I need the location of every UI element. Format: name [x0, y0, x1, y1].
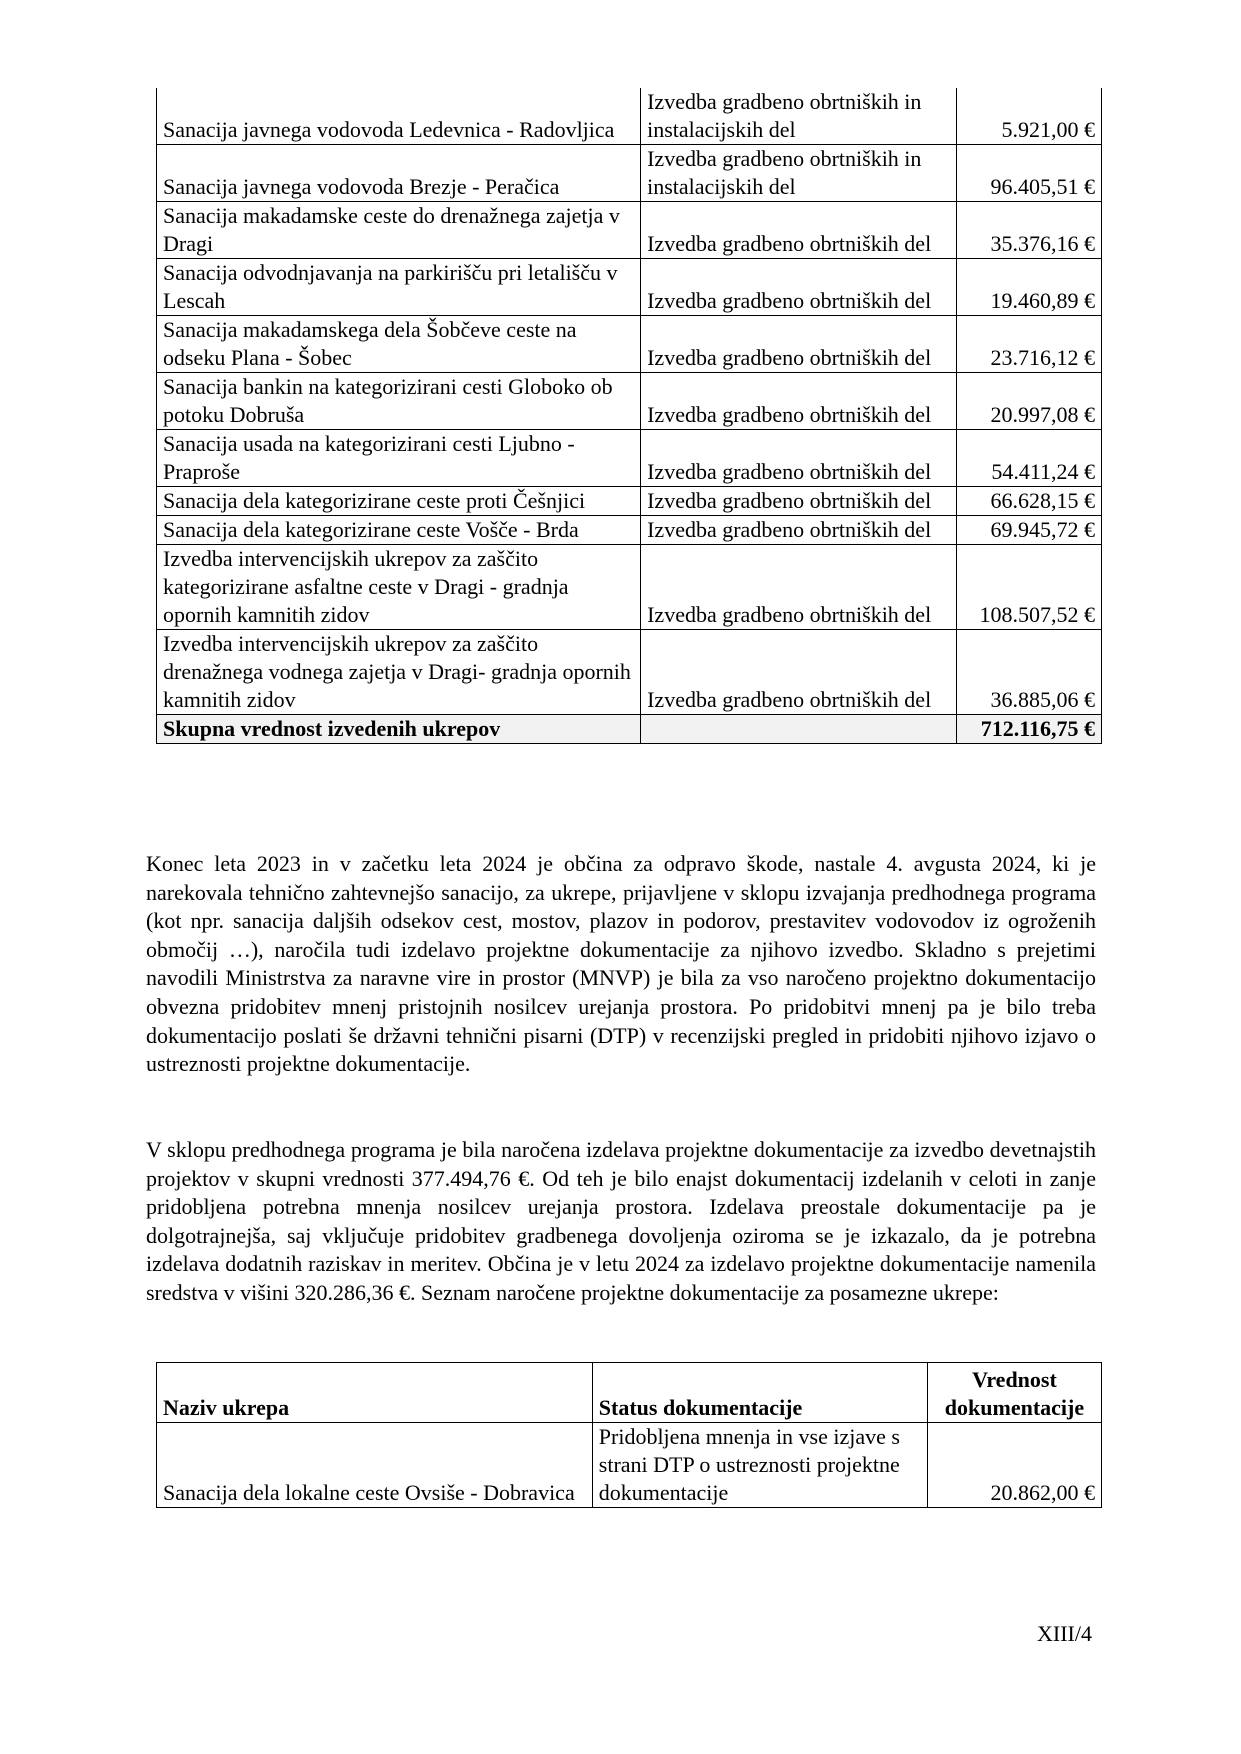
table-row [157, 202, 1102, 259]
work-type: Izvedba gradbeno obrtniških in instalacijskih del [641, 145, 957, 202]
documentation-table [156, 1362, 1102, 1508]
measure-name: Sanacija dela lokalne ceste Ovsiše - Dobravica [157, 1423, 593, 1508]
work-type: Izvedba gradbeno obrtniških del [641, 202, 957, 259]
total-value: 712.116,75 € [957, 715, 1102, 744]
measure-name: Sanacija dela kategorizirane ceste proti Češnjici [157, 487, 641, 516]
table-row [157, 145, 1102, 202]
documentation-value: 20.862,00 € [927, 1423, 1101, 1508]
work-type: Izvedba gradbeno obrtniških del [641, 516, 957, 545]
work-type: Izvedba gradbeno obrtniških del [641, 630, 957, 715]
measure-name: Sanacija javnega vodovoda Brezje - Peračica [157, 145, 641, 202]
work-type: Izvedba gradbeno obrtniških del [641, 316, 957, 373]
measure-value: 35.376,16 € [957, 202, 1102, 259]
table-row [157, 545, 1102, 630]
measures-table [156, 88, 1102, 744]
measure-name: Sanacija dela kategorizirane ceste Voščе - Brda [157, 516, 641, 545]
table-row [157, 516, 1102, 545]
measure-name: Sanacija makadamskega dela Šobčeve ceste na odseku Plana - Šobec [157, 316, 641, 373]
measure-name: Sanacija odvodnjavanja na parkirišču pri letališču v Lescah [157, 259, 641, 316]
measure-name: Sanacija javnega vodovoda Ledevnica - Radovljica [157, 88, 641, 145]
work-type: Izvedba gradbeno obrtniških del [641, 487, 957, 516]
measure-value: 5.921,00 € [957, 88, 1102, 145]
work-type: Izvedba gradbeno obrtniških del [641, 430, 957, 487]
measure-value: 96.405,51 € [957, 145, 1102, 202]
paragraph-documentation-intro: Konec leta 2023 in v začetku leta 2024 je občina za odpravo škode, nastale 4. avgusta 2024, ki je narekovala tehnično zahtevnejšo sanacijo, za ukrepe, prijavljene v sklopu izvajanja predhodnega programa (kot npr. sanacija daljših odsekov cest, mostov, plazov in podorov, prestavitev vodovodov iz ogroženih območij …), naročila tudi izdelavo projektne dokumentacije za njihovo izvedbo. Skladno s prejetimi navodili Ministrstva za naravne vire in prostor (MNVP) je bila za vso naročeno projektno dokumentacijo obvezna pridobitev mnenj pristojnih nosilcev urejanja prostora. Po pridobitvi mnenj pa je bilo treba dokumentacijo poslati še državni tehnični pisarni (DTP) v recenzijski pregled in pridobiti njihovo izjavo o ustreznosti projektne dokumentacije. [146, 851, 1096, 1077]
measure-value: 20.997,08 € [957, 373, 1102, 430]
measure-value: 108.507,52 € [957, 545, 1102, 630]
measure-value: 36.885,06 € [957, 630, 1102, 715]
work-type: Izvedba gradbeno obrtniških del [641, 259, 957, 316]
measure-name: Sanacija makadamske ceste do drenažnega zajetja v Dragi [157, 202, 641, 259]
measure-name: Izvedba intervencijskih ukrepov za zaščito drenažnega vodnega zajetja v Dragi- gradnja opornih kamnitih zidov [157, 630, 641, 715]
paragraph-documentation-summary: V sklopu predhodnega programa je bila naročena izdelava projektne dokumentacije za izvedbo devetnajstih projektov v skupni vrednosti 377.494,76 €. Od teh je bilo enajst dokumentacij izdelanih v celoti in zanje pridobljena potrebna mnenja nosilcev urejanja prostora. Izdelava preostale dokumentacije pa je dolgotrajnejša, saj vključuje pridobitev gradbenega dovoljenja oziroma se je izkazalo, da je potrebna izdelava dodatnih raziskav in meritev. Občina je v letu 2024 za izdelavo projektne dokumentacije namenila sredstva v višini 320.286,36 €. Seznam naročene projektne dokumentacije za posamezne ukrepe: [146, 1137, 1096, 1305]
measure-value: 19.460,89 € [957, 259, 1102, 316]
measure-value: 66.628,15 € [957, 487, 1102, 516]
measure-name: Izvedba intervencijskih ukrepov za zaščito kategorizirane asfaltne ceste v Dragi - gradnja opornih kamnitih zidov [157, 545, 641, 630]
total-label: Skupna vrednost izvedenih ukrepov [157, 715, 641, 744]
header-measure-name: Naziv ukrepa [157, 1363, 593, 1423]
page-number: XIII/4 [1037, 1621, 1092, 1646]
table-row [157, 316, 1102, 373]
header-value: Vrednost dokumentacije [927, 1363, 1101, 1423]
table-row [157, 373, 1102, 430]
table-row [157, 630, 1102, 715]
measure-name: Sanacija usada na kategorizirani cesti Ljubno - Praproše [157, 430, 641, 487]
measure-value: 69.945,72 € [957, 516, 1102, 545]
table-row [157, 88, 1102, 145]
measure-value: 54.411,24 € [957, 430, 1102, 487]
work-type: Izvedba gradbeno obrtniških in instalacijskih del [641, 88, 957, 145]
measure-value: 23.716,12 € [957, 316, 1102, 373]
table-header-row [157, 1363, 1102, 1423]
header-status: Status dokumentacije [592, 1363, 927, 1423]
total-row [157, 715, 1102, 744]
total-empty-cell [641, 715, 957, 744]
work-type: Izvedba gradbeno obrtniških del [641, 545, 957, 630]
work-type: Izvedba gradbeno obrtniških del [641, 373, 957, 430]
table-row [157, 487, 1102, 516]
documentation-status: Pridobljena mnenja in vse izjave s strani DTP o ustreznosti projektne dokumentacije [592, 1423, 927, 1508]
table-row [157, 1423, 1102, 1508]
table-row [157, 430, 1102, 487]
table-row [157, 259, 1102, 316]
measure-name: Sanacija bankin na kategorizirani cesti Globoko ob potoku Dobruša [157, 373, 641, 430]
